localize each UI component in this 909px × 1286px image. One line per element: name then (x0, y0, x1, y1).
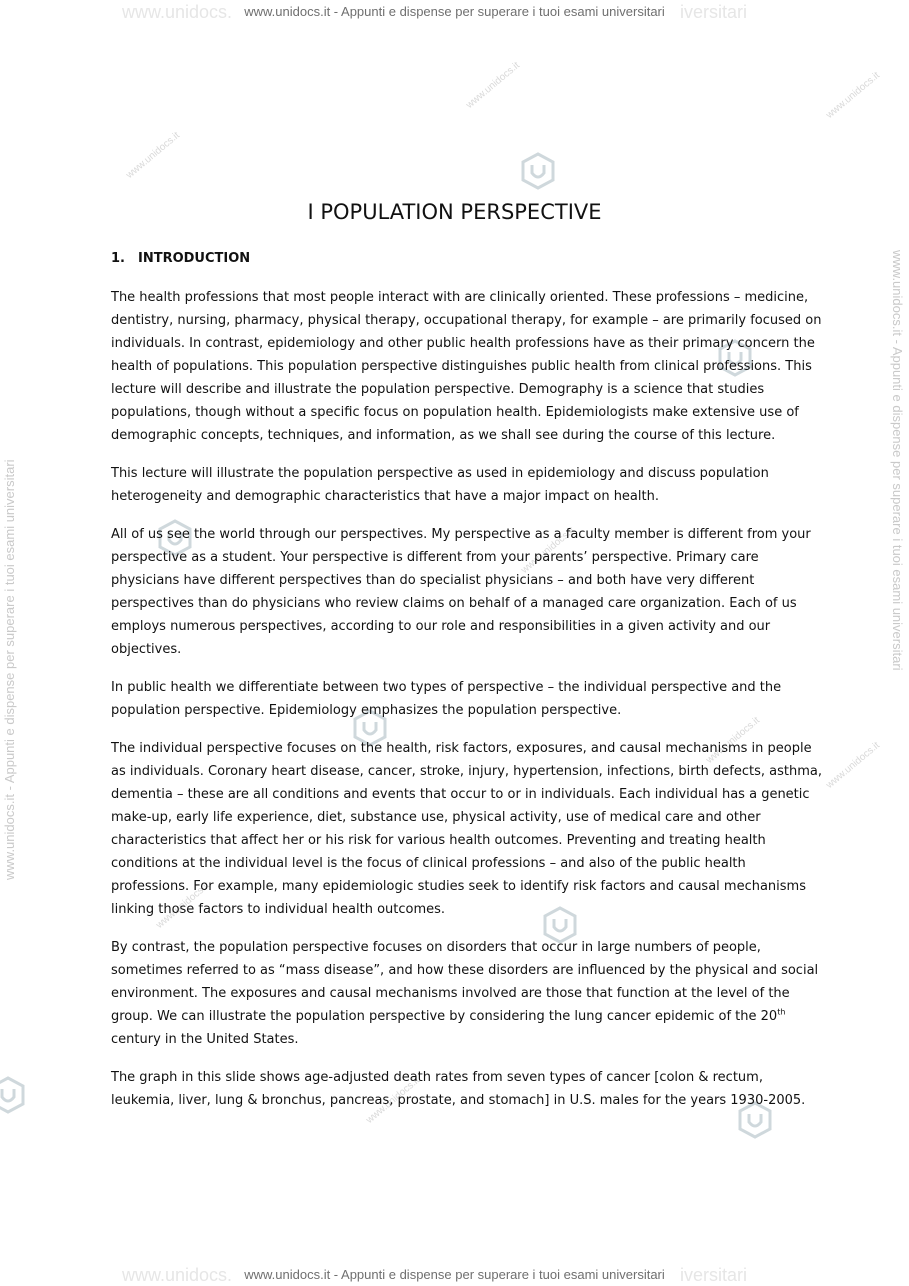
watermark-diagonal: www.unidocs.it (704, 715, 762, 766)
unidocs-logo-icon (518, 151, 558, 191)
paragraph-part: century in the United States. (111, 1032, 299, 1047)
watermark-diagonal: www.unidocs.it (364, 1075, 422, 1126)
paragraph: The individual perspective focuses on the health, risk factors, exposures, and causal mechanisms in people as individuals. Coronary heart disease, cancer, stroke, injury, hypertension, infections, birth defects, asthma, dementia – these are all conditions and events that occur to or in individuals. Each individual has a genetic make-up, early life experience, diet, substance use, physical activity, use of medical care and other characteristics that affect her or his risk for various health outcomes. Preventing and treating health conditions at the individual level is the focus of clinical professions – and also of the public health professions. For example, many epidemiologic studies seek to identify risk factors and causal mechanisms linking those factors to individual health outcomes. (111, 741, 822, 917)
unidocs-logo-icon (0, 1075, 28, 1115)
paragraph: The health professions that most people interact with are clinically oriented. These professions – medicine, dentistry, nursing, pharmacy, physical therapy, occupational therapy, for example – are primarily focused on individuals. In contrast, epidemiology and other public health professions have as their primary concern the health of populations. This population perspective distinguishes public health from clinical professions. This lecture will describe and illustrate the population perspective. Demography is a science that studies populations, though without a specific focus on population health. Epidemiologists make extensive use of demographic concepts, techniques, and information, as we shall see during the course of this lecture. (111, 290, 822, 443)
paragraph: This lecture will illustrate the population perspective as used in epidemiology and discuss population heterogeneity and demographic characteristics that have a major impact on health. (111, 466, 769, 504)
watermark-diagonal: www.unidocs.it (519, 525, 577, 576)
watermark-ghost-right: iversitari (680, 2, 748, 22)
superscript: th (777, 1007, 786, 1017)
paragraph-part: By contrast, the population perspective focuses on disorders that occur in large numbers of people, sometimes referred to as “mass disease”, and how these disorders are influenced by the physical and social environment. The exposures and causal mechanisms involved are those that function at the level of the group. We can illustrate the population perspective by considering the lung cancer epidemic of the 20 (111, 940, 819, 1024)
body-text (111, 286, 827, 1127)
watermark-side-left: www.unidocs.it - Appunti e dispense per superare i tuoi esami universitari (2, 459, 17, 880)
section-title: INTRODUCTION (138, 251, 251, 266)
watermark-ghost-left: www.unidocs. (122, 2, 233, 22)
watermark-diagonal: www.unidocs.it (124, 130, 182, 181)
watermark-side-right: www.unidocs.it - Appunti e dispense per superare i tuoi esami universitari (890, 250, 905, 671)
section-number: 1. (111, 251, 125, 266)
paragraph: In public health we differentiate between two types of perspective – the individual perspective and the population perspective. Epidemiology emphasizes the population perspective. (111, 680, 782, 718)
watermark-ghost-right-bottom: iversitari (680, 1265, 748, 1285)
watermark-diagonal: www.unidocs.it (464, 60, 522, 111)
watermark-diagonal: www.unidocs.it (824, 70, 882, 121)
paragraph: The graph in this slide shows age-adjusted death rates from seven types of cancer [colon & rectum, leukemia, liver, lung & bronchus, pancreas, prostate, and stomach] in U.S. males for the years 1930-2005. (111, 1070, 806, 1108)
page-title: I POPULATION PERSPECTIVE (307, 200, 602, 224)
watermark-banner-top[interactable]: www.unidocs.it - Appunti e dispense per superare i tuoi esami universitari (244, 4, 665, 19)
watermark-banner-bottom[interactable]: www.unidocs.it - Appunti e dispense per superare i tuoi esami universitari (244, 1267, 665, 1282)
section-heading (111, 251, 250, 266)
watermark-diagonal: www.unidocs.it (824, 740, 882, 791)
paragraph (111, 936, 827, 1051)
watermark-ghost-left-bottom: www.unidocs. (122, 1265, 233, 1285)
paragraph: All of us see the world through our perspectives. My perspective as a faculty member is different from your perspective as a student. Your perspective is different from your parents’ perspective. Primary care physicians have different perspectives than do specialist physicians – and both have very different perspectives than do physicians who review claims on behalf of a managed care organization. Each of us employs numerous perspectives, according to our role and responsibilities in a given activity and our objectives. (111, 527, 811, 657)
watermark-diagonal: www.unidocs.it (154, 880, 212, 931)
